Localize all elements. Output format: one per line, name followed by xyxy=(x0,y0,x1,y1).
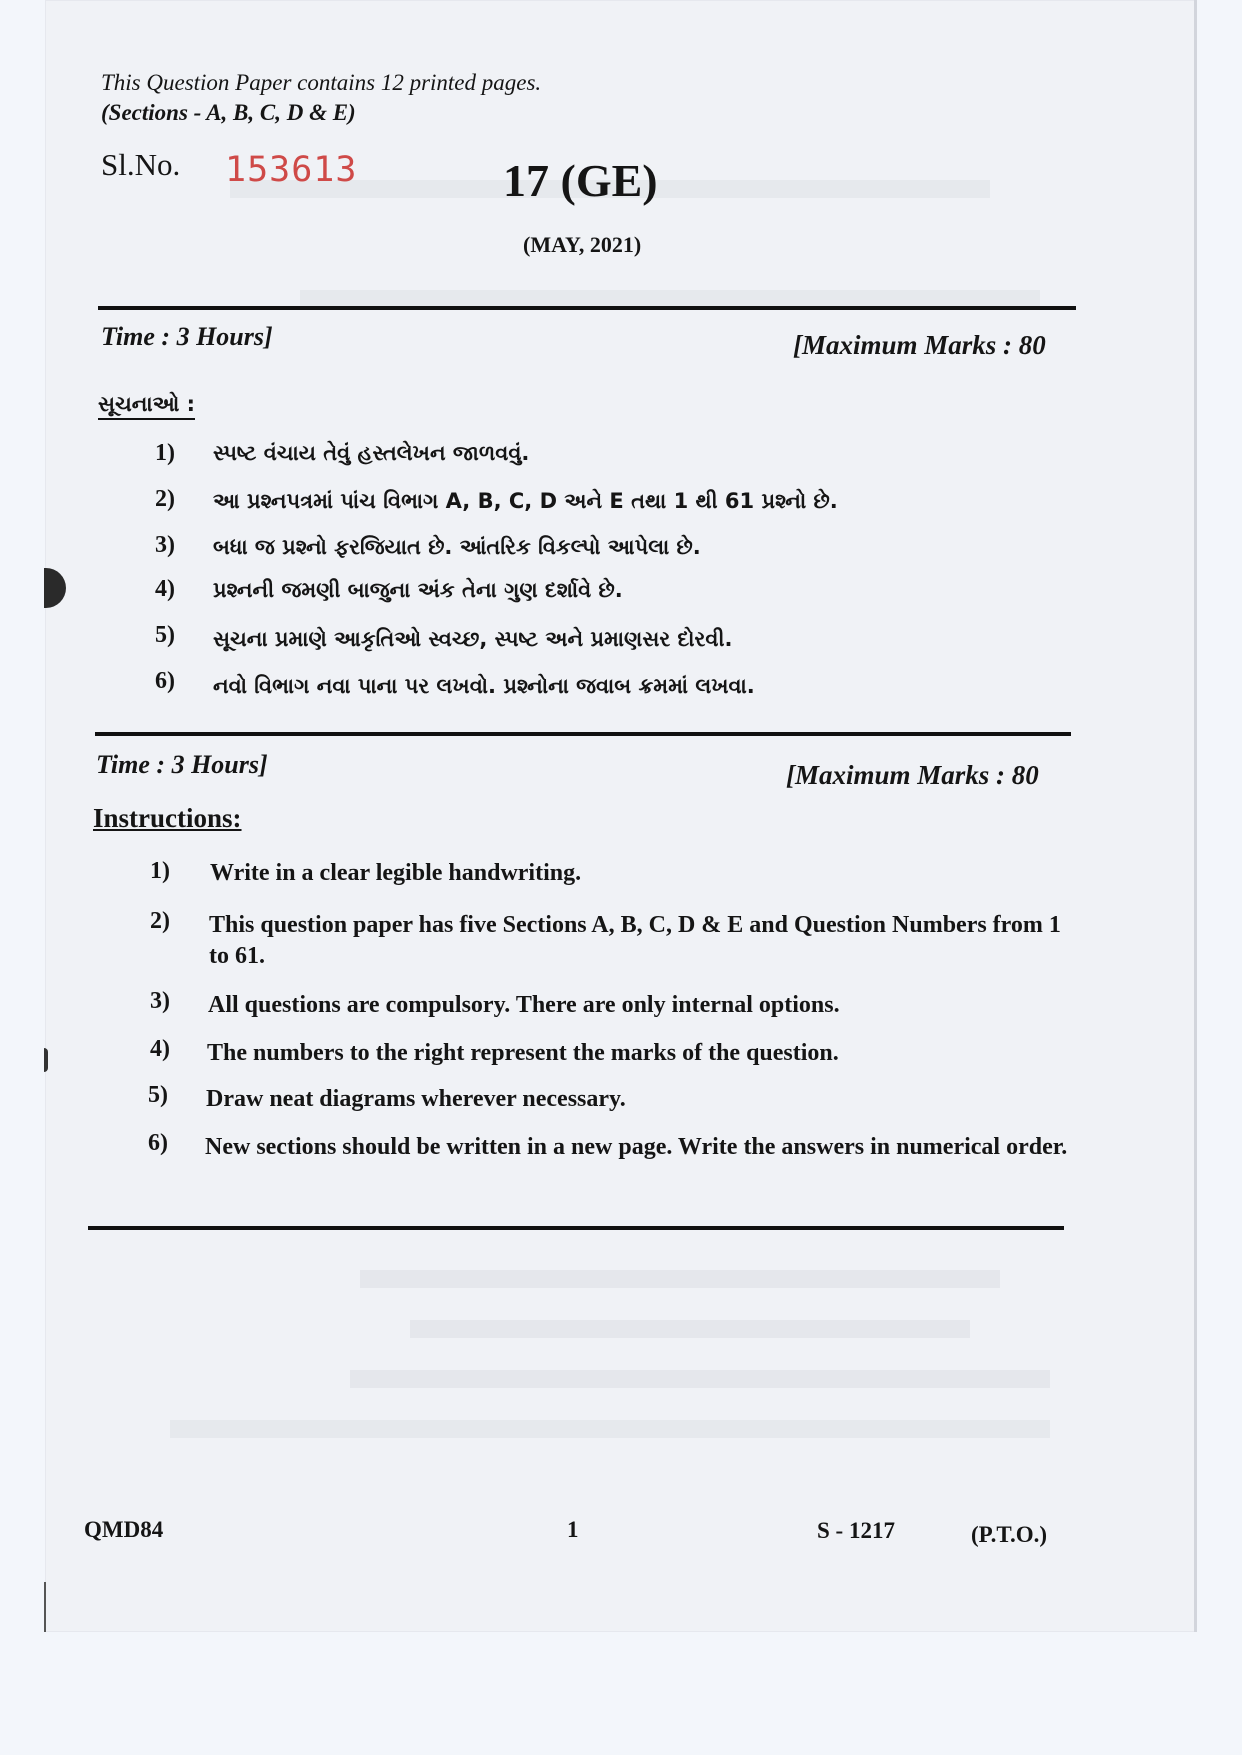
list-number: 1) xyxy=(150,858,170,884)
list-item: New sections should be written in a new page. Write the answers in numerical order. xyxy=(205,1134,1068,1160)
show-through xyxy=(350,1370,1050,1388)
time-allowed: Time : 3 Hours] xyxy=(101,322,273,351)
list-item: This question paper has five Sections A, B, C, D & E and Question Numbers from 1 to 61. xyxy=(209,912,1061,969)
list-number: 6) xyxy=(148,1130,168,1156)
divider xyxy=(98,306,1076,310)
show-through xyxy=(410,1320,970,1338)
maximum-marks: [Maximum Marks : 80 xyxy=(793,330,1046,360)
list-number: 2) xyxy=(150,908,170,934)
list-item: The numbers to the right represent the marks of the question. xyxy=(207,1040,839,1066)
instructions-heading: Instructions: xyxy=(93,803,242,833)
list-item: નવો વિભાગ નવા પાના પર લખવો. પ્રશ્નોના જવાબ ક્રમમાં લખવા. xyxy=(213,674,755,698)
list-number: 3) xyxy=(155,532,175,558)
list-item: બધા જ પ્રશ્નો ફરજિયાત છે. આંતરિક વિકલ્પો આપેલા છે. xyxy=(213,535,701,559)
sections-note: (Sections - A, B, C, D & E) xyxy=(101,100,356,125)
list-number: 5) xyxy=(155,622,175,648)
list-number: 3) xyxy=(150,988,170,1014)
page-edge-mark xyxy=(44,1582,46,1632)
page-number: 1 xyxy=(567,1517,579,1542)
list-item: આ પ્રશ્નપત્રમાં પાંચ વિભાગ A, B, C, D અને E તથા 1 થી 61 પ્રશ્નો છે. xyxy=(213,489,838,513)
list-item: સૂચના પ્રમાણે આકૃતિઓ સ્વચ્છ, સ્પષ્ટ અને પ્રમાણસર દોરવી. xyxy=(213,627,733,651)
list-number: 6) xyxy=(155,668,175,694)
time-allowed: Time : 3 Hours] xyxy=(96,750,268,779)
maximum-marks: [Maximum Marks : 80 xyxy=(786,760,1039,790)
paper-code-footer: QMD84 xyxy=(84,1517,164,1542)
divider xyxy=(95,732,1071,736)
pages-note: This Question Paper contains 12 printed pages. xyxy=(101,70,542,95)
paper-code: 17 (GE) xyxy=(503,155,658,206)
please-turn-over: (P.T.O.) xyxy=(971,1522,1048,1547)
list-number: 5) xyxy=(148,1082,168,1108)
series-code: S - 1217 xyxy=(817,1518,895,1543)
page-edge xyxy=(1194,0,1197,1632)
list-number: 4) xyxy=(155,576,175,602)
list-number: 4) xyxy=(150,1036,170,1062)
divider xyxy=(88,1226,1064,1230)
exam-session: (MAY, 2021) xyxy=(523,232,642,257)
list-item: Write in a clear legible handwriting. xyxy=(210,860,582,886)
list-item: પ્રશ્નની જમણી બાજુના અંક તેના ગુણ દર્શાવે છે. xyxy=(213,578,623,602)
show-through xyxy=(360,1270,1000,1288)
serial-number-label: Sl.No. xyxy=(101,147,181,182)
list-item: All questions are compulsory. There are only internal options. xyxy=(208,992,840,1018)
list-item: Draw neat diagrams wherever necessary. xyxy=(206,1086,626,1112)
instructions-heading-gujarati: સૂચનાઓ : xyxy=(98,392,195,420)
list-item: સ્પષ્ટ વંચાય તેવું હસ્તલેખન જાળવવું. xyxy=(213,441,530,465)
show-through xyxy=(170,1420,1050,1438)
punch-hole-small xyxy=(44,1048,48,1072)
serial-number: 153613 xyxy=(225,150,358,190)
list-number: 1) xyxy=(155,440,175,466)
list-number: 2) xyxy=(155,486,175,512)
